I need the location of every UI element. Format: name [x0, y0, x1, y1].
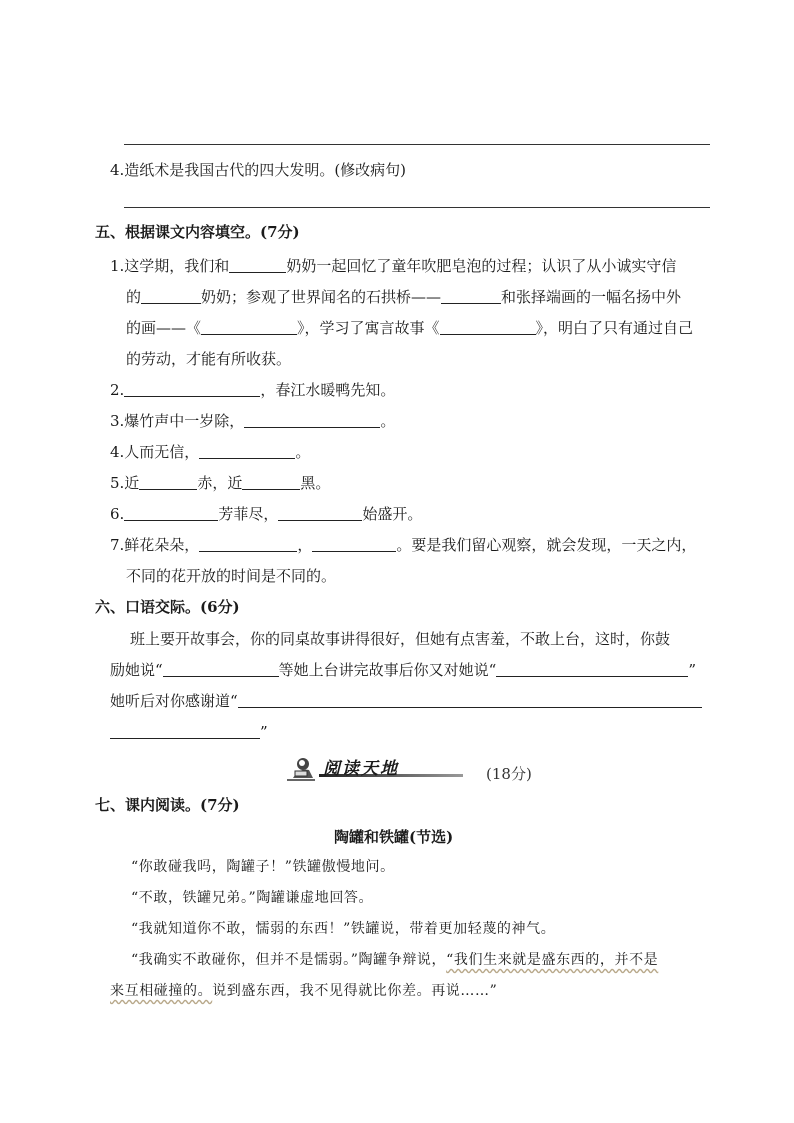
question-text: 的画——《 [126, 319, 202, 337]
banner-score: (18分) [486, 765, 532, 783]
story-text: 说到盛东西，我不见得就比你差。再说……” [212, 983, 498, 999]
question-text: 奶奶；参观了世界闻名的石拱桥—— [201, 288, 442, 306]
blank[interactable] [201, 319, 297, 335]
question-text: ” [260, 723, 268, 741]
question-line [110, 660, 696, 680]
blank[interactable] [496, 661, 688, 677]
blank[interactable] [199, 443, 295, 459]
section-heading: 七、课内阅读。(7分) [95, 796, 240, 814]
question-text: 不同的花开放的时间是不同的。 [126, 567, 337, 585]
story-text-underlined: “我们生来就是盛东西的，并不是 [446, 952, 659, 968]
question-text: 黑。 [300, 474, 331, 492]
question-text: 班上要开故事会，你的同桌故事讲得很好，但她有点害羞，不敢上台，这时，你鼓 [130, 630, 671, 648]
question-text: 》，明白了只有通过自己 [535, 319, 694, 337]
question-text: 》，学习了寓言故事《 [297, 319, 440, 337]
blank[interactable] [440, 319, 536, 335]
question-text: 。要是我们留心观察，就会发现，一天之内， [396, 536, 697, 554]
question-text: 。 [380, 412, 396, 430]
question-line [126, 287, 681, 307]
question-line [110, 442, 310, 462]
question-line [110, 722, 268, 742]
question-line [110, 256, 676, 276]
blank[interactable] [163, 661, 279, 677]
question-text: 始盛开。 [362, 505, 423, 523]
question-text: ” [688, 661, 697, 679]
question-line [126, 318, 693, 338]
question-text: 的劳动，才能有所收获。 [126, 350, 292, 368]
answer-line[interactable] [124, 144, 710, 145]
section-heading: 五、根据课文内容填空。(7分) [95, 223, 300, 241]
story-paragraph: “我就知道你不敢，懦弱的东西！”铁罐说，带着更加轻蔑的神气。 [131, 921, 556, 937]
question-line [110, 504, 422, 524]
blank[interactable] [278, 505, 362, 521]
question-text: 1.这学期，我们和 [110, 257, 230, 275]
question-text: ， [297, 536, 313, 554]
question-text: 的 [126, 288, 142, 306]
question-line [110, 411, 395, 431]
question-text: 奶奶一起回忆了童年吹肥皂泡的过程；认识了从小诚实守信 [286, 257, 677, 275]
question-text: 3.爆竹声中一岁除， [110, 412, 245, 430]
question-text: 7.鲜花朵朵， [110, 536, 200, 554]
question-text: 励她说“ [110, 661, 163, 679]
question-line [110, 691, 702, 711]
question-text: 6. [110, 505, 125, 523]
question-line [110, 473, 330, 493]
blank[interactable] [139, 474, 197, 490]
blank[interactable] [238, 692, 702, 708]
question-line [110, 535, 696, 555]
blank[interactable] [199, 536, 297, 552]
blank[interactable] [110, 723, 260, 739]
blank[interactable] [312, 536, 396, 552]
blank[interactable] [124, 381, 260, 397]
blank[interactable] [124, 505, 218, 521]
question-text: 4.造纸术是我国古代的四大发明。(修改病句) [110, 161, 407, 179]
reading-character-icon [283, 754, 317, 782]
story-paragraph [131, 950, 658, 970]
blank[interactable] [244, 412, 380, 428]
story-text: “我确实不敢碰你，但并不是懦弱。”陶罐争辩说， [131, 952, 447, 968]
section-heading: 六、口语交际。(6分) [95, 598, 240, 616]
story-paragraph: “你敢碰我吗，陶罐子！”铁罐傲慢地问。 [131, 859, 395, 875]
story-paragraph: “不敢，铁罐兄弟。”陶罐谦虚地回答。 [131, 890, 374, 906]
banner-title: 阅读天地 [323, 759, 399, 779]
question-line [110, 380, 395, 400]
question-text: 2. [110, 381, 125, 399]
question-text: 芳菲尽， [218, 505, 279, 523]
story-title: 陶罐和铁罐(节选) [334, 828, 454, 846]
question-text: 和张择端画的一幅名扬中外 [501, 288, 682, 306]
question-text: 赤，近 [197, 474, 243, 492]
question-text: ，春江水暖鸭先知。 [260, 381, 396, 399]
story-text-underlined: 来互相碰撞的。 [110, 983, 213, 999]
blank[interactable] [441, 288, 501, 304]
question-text: 她听后对你感谢道“ [110, 692, 238, 710]
blank[interactable] [242, 474, 300, 490]
story-paragraph [110, 981, 497, 1001]
question-text: 5.近 [110, 474, 140, 492]
reading-banner [283, 754, 483, 782]
question-text: 4.人而无信， [110, 443, 200, 461]
question-text: 。 [295, 443, 311, 461]
answer-line[interactable] [124, 207, 710, 208]
question-text: 等她上台讲完故事后你又对她说“ [278, 661, 497, 679]
blank[interactable] [229, 257, 286, 273]
blank[interactable] [141, 288, 201, 304]
